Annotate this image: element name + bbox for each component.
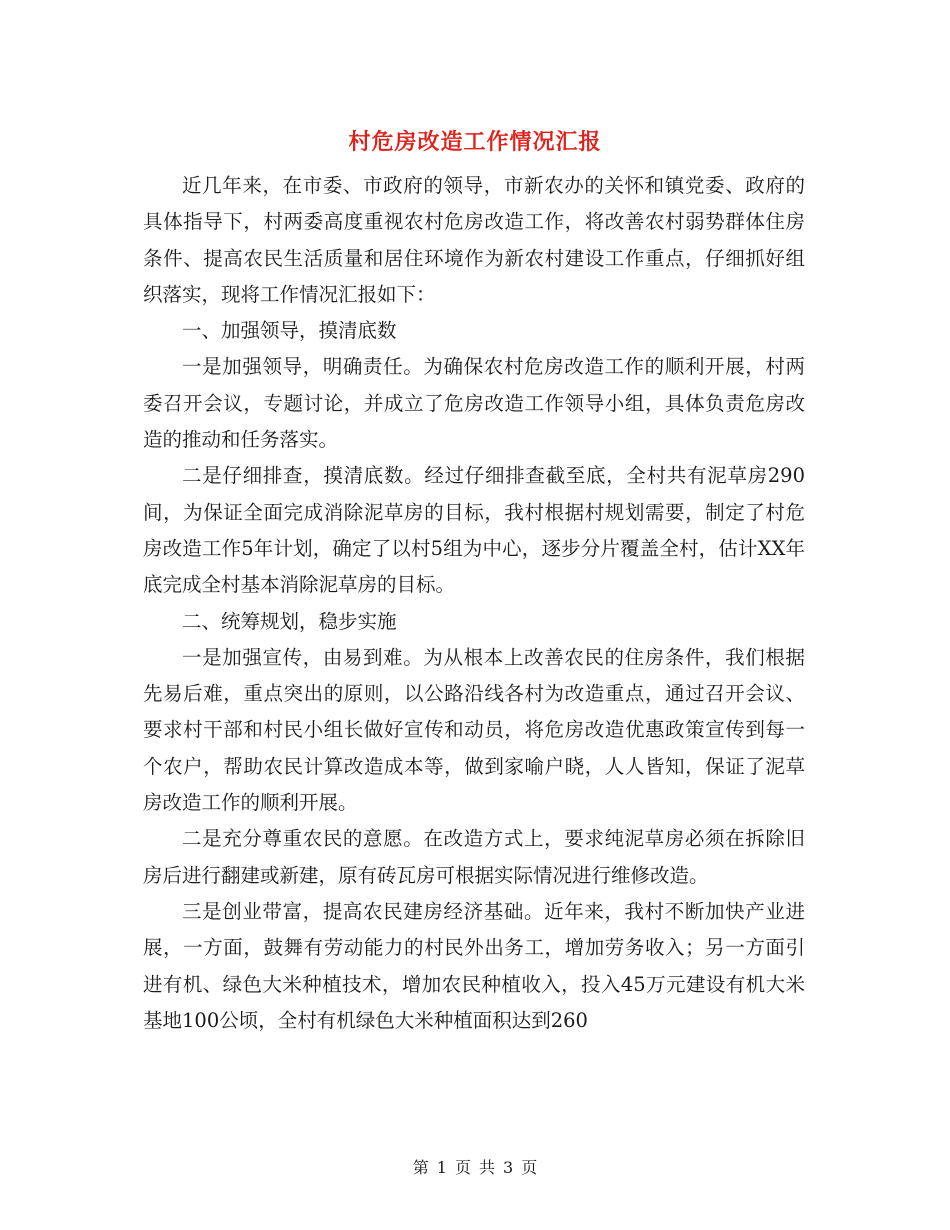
footer-total-label: 共 (479, 1158, 496, 1177)
document-body (143, 168, 805, 1039)
paragraph-survey: 二是仔细排查，摸清底数。经过仔细排查截至底，全村共有泥草房290间，为保证全面完成消除泥草房的目标，我村根据村规划需要，制定了村危房改造工作5年计划，确定了以村5组为中心，逐步分片覆盖全村，估计XX年底完成全村基本消除泥草房的目标。 (143, 464, 805, 597)
section-heading-2: 二、统筹规划，稳步实施 (182, 609, 397, 633)
paragraph-respect-wishes: 二是充分尊重农民的意愿。在改造方式上，要求纯泥草房必须在拆除旧房后进行翻建或新建，原有砖瓦房可根据实际情况进行维修改造。 (143, 827, 805, 887)
paragraph-leadership: 一是加强领导，明确责任。为确保农村危房改造工作的顺利开展，村两委召开会议，专题讨论，并成立了危房改造工作领导小组，具体负责危房改造的推动和任务落实。 (143, 355, 805, 452)
page-footer (0, 1158, 950, 1178)
footer-current-page: 1 (436, 1158, 447, 1177)
footer-total-pages: 3 (503, 1158, 514, 1177)
paragraph-intro: 近几年来，在市委、市政府的领导，市新农办的关怀和镇党委、政府的具体指导下，村两委高度重视农村危房改造工作，将改善农村弱势群体住房条件、提高农民生活质量和居住环境作为新农村建设工作重点，仔细抓好组织落实，现将工作情况汇报如下： (143, 174, 805, 306)
footer-total-unit: 页 (521, 1158, 538, 1177)
paragraph-publicity: 一是加强宣传，由易到难。为从根本上改善农民的住房条件，我们根据先易后难，重点突出的原则，以公路沿线各村为改造重点，通过召开会议、要求村干部和村民小组长做好宣传和动员，将危房改造优惠政策宣传到每一个农户，帮助农民计算改造成本等，做到家喻户晓，人人皆知，保证了泥草房改造工作的顺利开展。 (143, 645, 805, 815)
document-title: 村危房改造工作情况汇报 (348, 128, 602, 155)
footer-page-unit: 页 (454, 1158, 471, 1177)
paragraph-income: 三是创业带富，提高农民建房经济基础。近年来，我村不断加快产业进展，一方面，鼓舞有劳动能力的村民外出务工，增加劳务收入；另一方面引进有机、绿色大米种植技术，增加农民种植收入，投入45万元建设有机大米基地100公顷，全村有机绿色大米种植面积达到260 (143, 899, 805, 1032)
section-heading-1: 一、加强领导，摸清底数 (182, 319, 397, 343)
footer-page-label: 第 (412, 1158, 429, 1177)
